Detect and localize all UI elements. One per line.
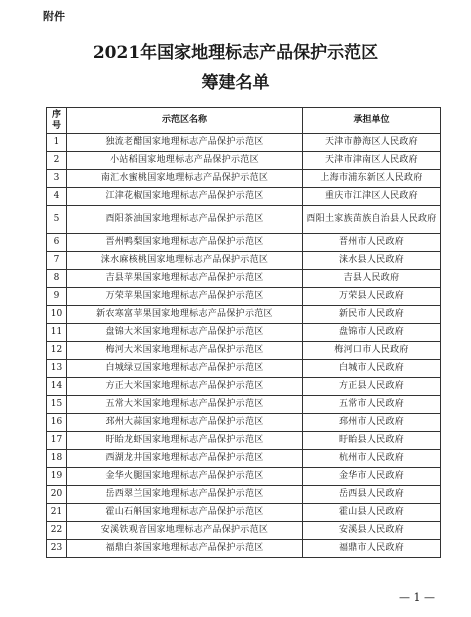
row-index-cell: 9 <box>47 288 67 306</box>
row-index-cell: 16 <box>47 414 67 432</box>
zone-name-cell: 金华火腿国家地理标志产品保护示范区 <box>67 468 303 486</box>
col-header-unit: 承担单位 <box>303 108 441 134</box>
table-row <box>47 170 441 188</box>
row-index-cell: 23 <box>47 540 67 558</box>
table-row <box>47 324 441 342</box>
unit-cell: 天津市津南区人民政府 <box>303 152 441 170</box>
document-subtitle: 筹建名单 <box>201 73 270 93</box>
zone-name-cell: 涞水麻核桃国家地理标志产品保护示范区 <box>67 252 303 270</box>
zone-name-cell: 梅河大米国家地理标志产品保护示范区 <box>67 342 303 360</box>
row-index-cell: 1 <box>47 134 67 152</box>
page-number: — 1 — <box>399 591 435 604</box>
unit-cell: 方正县人民政府 <box>303 378 441 396</box>
zone-name-cell: 西湖龙井国家地理标志产品保护示范区 <box>67 450 303 468</box>
zone-name-cell: 吉县苹果国家地理标志产品保护示范区 <box>67 270 303 288</box>
attachment-label: 附件 <box>43 10 65 23</box>
table-row <box>47 540 441 558</box>
unit-cell: 梅河口市人民政府 <box>303 342 441 360</box>
table-row <box>47 432 441 450</box>
unit-cell: 盱眙县人民政府 <box>303 432 441 450</box>
table-row <box>47 522 441 540</box>
table-row <box>47 486 441 504</box>
unit-cell: 金华市人民政府 <box>303 468 441 486</box>
unit-cell: 白城市人民政府 <box>303 360 441 378</box>
zone-name-cell: 小站稻国家地理标志产品保护示范区 <box>67 152 303 170</box>
zone-name-cell: 福鼎白茶国家地理标志产品保护示范区 <box>67 540 303 558</box>
unit-cell: 岳西县人民政府 <box>303 486 441 504</box>
row-index-cell: 18 <box>47 450 67 468</box>
table-row <box>47 252 441 270</box>
table-row <box>47 152 441 170</box>
row-index-cell: 5 <box>47 206 67 234</box>
row-index-cell: 21 <box>47 504 67 522</box>
zone-name-cell: 方正大米国家地理标志产品保护示范区 <box>67 378 303 396</box>
row-index-cell: 3 <box>47 170 67 188</box>
col-header-index: 序号 <box>47 108 67 134</box>
zone-name-cell: 新农寒富苹果国家地理标志产品保护示范区 <box>67 306 303 324</box>
zone-name-cell: 万荣苹果国家地理标志产品保护示范区 <box>67 288 303 306</box>
table-row <box>47 396 441 414</box>
table-row <box>47 306 441 324</box>
unit-cell: 重庆市江津区人民政府 <box>303 188 441 206</box>
unit-cell: 酉阳土家族苗族自治县人民政府 <box>303 206 441 234</box>
zone-name-cell: 霍山石斛国家地理标志产品保护示范区 <box>67 504 303 522</box>
row-index-cell: 17 <box>47 432 67 450</box>
unit-cell: 邳州市人民政府 <box>303 414 441 432</box>
zone-name-cell: 酉阳茶油国家地理标志产品保护示范区 <box>67 206 303 234</box>
table-row <box>47 342 441 360</box>
unit-cell: 新民市人民政府 <box>303 306 441 324</box>
table-row <box>47 134 441 152</box>
row-index-cell: 13 <box>47 360 67 378</box>
row-index-cell: 7 <box>47 252 67 270</box>
zone-list-table <box>46 107 441 558</box>
table-body <box>47 134 441 558</box>
unit-cell: 霍山县人民政府 <box>303 504 441 522</box>
row-index-cell: 8 <box>47 270 67 288</box>
unit-cell: 盘锦市人民政府 <box>303 324 441 342</box>
row-index-cell: 11 <box>47 324 67 342</box>
row-index-cell: 2 <box>47 152 67 170</box>
zone-name-cell: 南汇水蜜桃国家地理标志产品保护示范区 <box>67 170 303 188</box>
unit-cell: 福鼎市人民政府 <box>303 540 441 558</box>
zone-name-cell: 岳西翠兰国家地理标志产品保护示范区 <box>67 486 303 504</box>
zone-name-cell: 安溪铁观音国家地理标志产品保护示范区 <box>67 522 303 540</box>
row-index-cell: 15 <box>47 396 67 414</box>
row-index-cell: 19 <box>47 468 67 486</box>
table-row <box>47 270 441 288</box>
zone-name-cell: 盘锦大米国家地理标志产品保护示范区 <box>67 324 303 342</box>
row-index-cell: 20 <box>47 486 67 504</box>
table-row <box>47 188 441 206</box>
row-index-cell: 22 <box>47 522 67 540</box>
unit-cell: 吉县人民政府 <box>303 270 441 288</box>
zone-name-cell: 独流老醋国家地理标志产品保护示范区 <box>67 134 303 152</box>
unit-cell: 晋州市人民政府 <box>303 234 441 252</box>
unit-cell: 天津市静海区人民政府 <box>303 134 441 152</box>
document-title: 2021年国家地理标志产品保护示范区 <box>92 43 379 63</box>
table-header <box>47 108 441 134</box>
unit-cell: 安溪县人民政府 <box>303 522 441 540</box>
zone-name-cell: 江津花椒国家地理标志产品保护示范区 <box>67 188 303 206</box>
table-row <box>47 468 441 486</box>
row-index-cell: 14 <box>47 378 67 396</box>
table-row <box>47 378 441 396</box>
zone-name-cell: 五常大米国家地理标志产品保护示范区 <box>67 396 303 414</box>
zone-name-cell: 邳州大蒜国家地理标志产品保护示范区 <box>67 414 303 432</box>
header-row <box>47 108 441 134</box>
row-index-cell: 10 <box>47 306 67 324</box>
zone-name-cell: 晋州鸭梨国家地理标志产品保护示范区 <box>67 234 303 252</box>
table-row <box>47 360 441 378</box>
zone-name-cell: 盱眙龙虾国家地理标志产品保护示范区 <box>67 432 303 450</box>
unit-cell: 万荣县人民政府 <box>303 288 441 306</box>
table-row <box>47 234 441 252</box>
row-index-cell: 6 <box>47 234 67 252</box>
table-row <box>47 288 441 306</box>
unit-cell: 五常市人民政府 <box>303 396 441 414</box>
row-index-cell: 12 <box>47 342 67 360</box>
table-row <box>47 504 441 522</box>
unit-cell: 上海市浦东新区人民政府 <box>303 170 441 188</box>
unit-cell: 涞水县人民政府 <box>303 252 441 270</box>
zone-name-cell: 白城绿豆国家地理标志产品保护示范区 <box>67 360 303 378</box>
table-row <box>47 450 441 468</box>
table-row <box>47 206 441 234</box>
col-header-zone: 示范区名称 <box>67 108 303 134</box>
unit-cell: 杭州市人民政府 <box>303 450 441 468</box>
row-index-cell: 4 <box>47 188 67 206</box>
table-row <box>47 414 441 432</box>
